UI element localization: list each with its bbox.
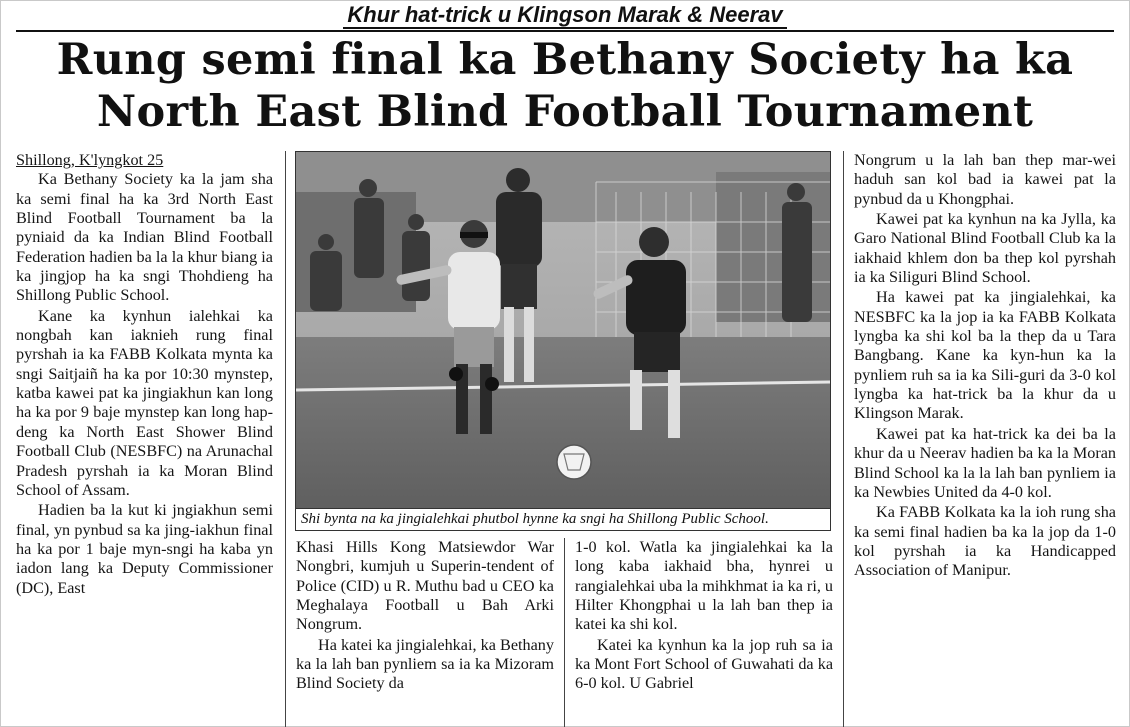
paragraph: Kawei pat ka kynhun na ka Jylla, ka Garo National Blind Football Club ka la iakhaid khlem don ba thep kol pyrshah ia ka Siliguri Blind School.	[854, 210, 1116, 287]
paragraph: Ha kawei pat ka jingialehkai, ka NESBFC ka la jop ia ka FABB Kolkata lyngba ka shi kol ba la thep da u Tara Bangbang. Kane ka kyn-hun ka la pynliem ruh sa ia ka Sili-guri da 3-0 kol lyngba ka hat-trick ba la khur da u Klingson Marak.	[854, 288, 1116, 423]
photo-caption: Shi bynta na ka jingialehkai phutbol hynne ka sngi ha Shillong Public School.	[295, 509, 831, 531]
paragraph: Ha katei ka jingialehkai, ka Bethany ka la lah ban pynliem sa ia ka Mizoram Blind Society da	[296, 635, 554, 693]
headline-line-2: North East Blind Football Tournament	[96, 87, 1034, 137]
kicker	[0, 1, 1130, 29]
headline-line-1: Rung semi final ka Bethany Society ha ka	[56, 35, 1074, 85]
dateline: Shillong, K'lyngkot 25	[16, 151, 164, 169]
paragraph: Kane ka kynhun ialehkai ka nongbah kan iaknieh rung final pyrshah ia ka FABB Kolkata mynta ka sngi Saitjaiñ ha ka por 10:30 mynstep, katba kawei pat ka jingiakhun kan long ha ka por 9 baje mynstep kan long hap-deng ka North East Shower Blind Football Club (NESBFC) na Arunachal Pradesh pyrshah ia ka Moran Blind School of Assam.	[16, 306, 273, 499]
paragraph: Ka FABB Kolkata ka la ioh rung sha ka semi final hadien ba ka la jop da 1-0 kol pyrshah ia ka Handicapped Association of Manipur.	[854, 503, 1116, 580]
headline	[8, 34, 1122, 138]
article-column-3	[575, 538, 833, 727]
article-column-2	[296, 538, 554, 727]
paragraph: 1-0 kol. Watla ka jingialehkai ka la long kaba iakhaid bha, hynrei u rangialehkai uba la mihkhmat ia ka ri, u Hilter Khongphai u la lah ban thep ia katei ka shi kol.	[575, 538, 833, 634]
photo-illustration	[296, 152, 831, 509]
paragraph: Hadien ba la kut ki jngiakhun semi final, yn pynbud sa ka jing-iakhun final ha ka por 1 baje myn-sngi ha kaba yn iadon lang ka Deputy Commissioner (DC), East	[16, 501, 273, 597]
paragraph: Nongrum u la lah ban thep mar-wei haduh san kol bad ia kawei pat la pynbud da u Khongphai.	[854, 151, 1116, 208]
kicker-text: Khur hat-trick u Klingson Marak & Neerav	[343, 2, 786, 29]
paragraph: Katei ka kynhun ka la jop ruh sa ia ka Mont Fort School of Guwahati da ka 6-0 kol. U Gabriel	[575, 635, 833, 693]
football-photo-icon	[295, 151, 831, 509]
kicker-rule	[16, 30, 1114, 32]
column-divider	[285, 151, 286, 727]
paragraph: Ka Bethany Society ka la jam sha ka semi final ha ka 3rd North East Blind Football Tournament ba la pyniaid da ka Indian Blind Football Federation hadien ba la la khur biang ia ka jingjop ha ka sngi Thohdieng ha Shillong Public School.	[16, 170, 273, 305]
paragraph: Khasi Hills Kong Matsiewdor War Nongbri, kumjuh u Superin-tendent of Police (CID) u R. Muthu bad u CEO ka Meghalaya Football u Bah Arki Nongrum.	[296, 538, 554, 634]
paragraph: Kawei pat ka hat-trick ka dei ba la khur da u Neerav hadien ba ka la Moran Blind School ka la la lah ban pynliem ia ka Newbies United da 4-0 kol.	[854, 424, 1116, 501]
article-column-1	[16, 151, 273, 727]
article-column-4	[854, 151, 1116, 727]
column-divider	[564, 538, 565, 727]
column-divider	[843, 151, 844, 727]
